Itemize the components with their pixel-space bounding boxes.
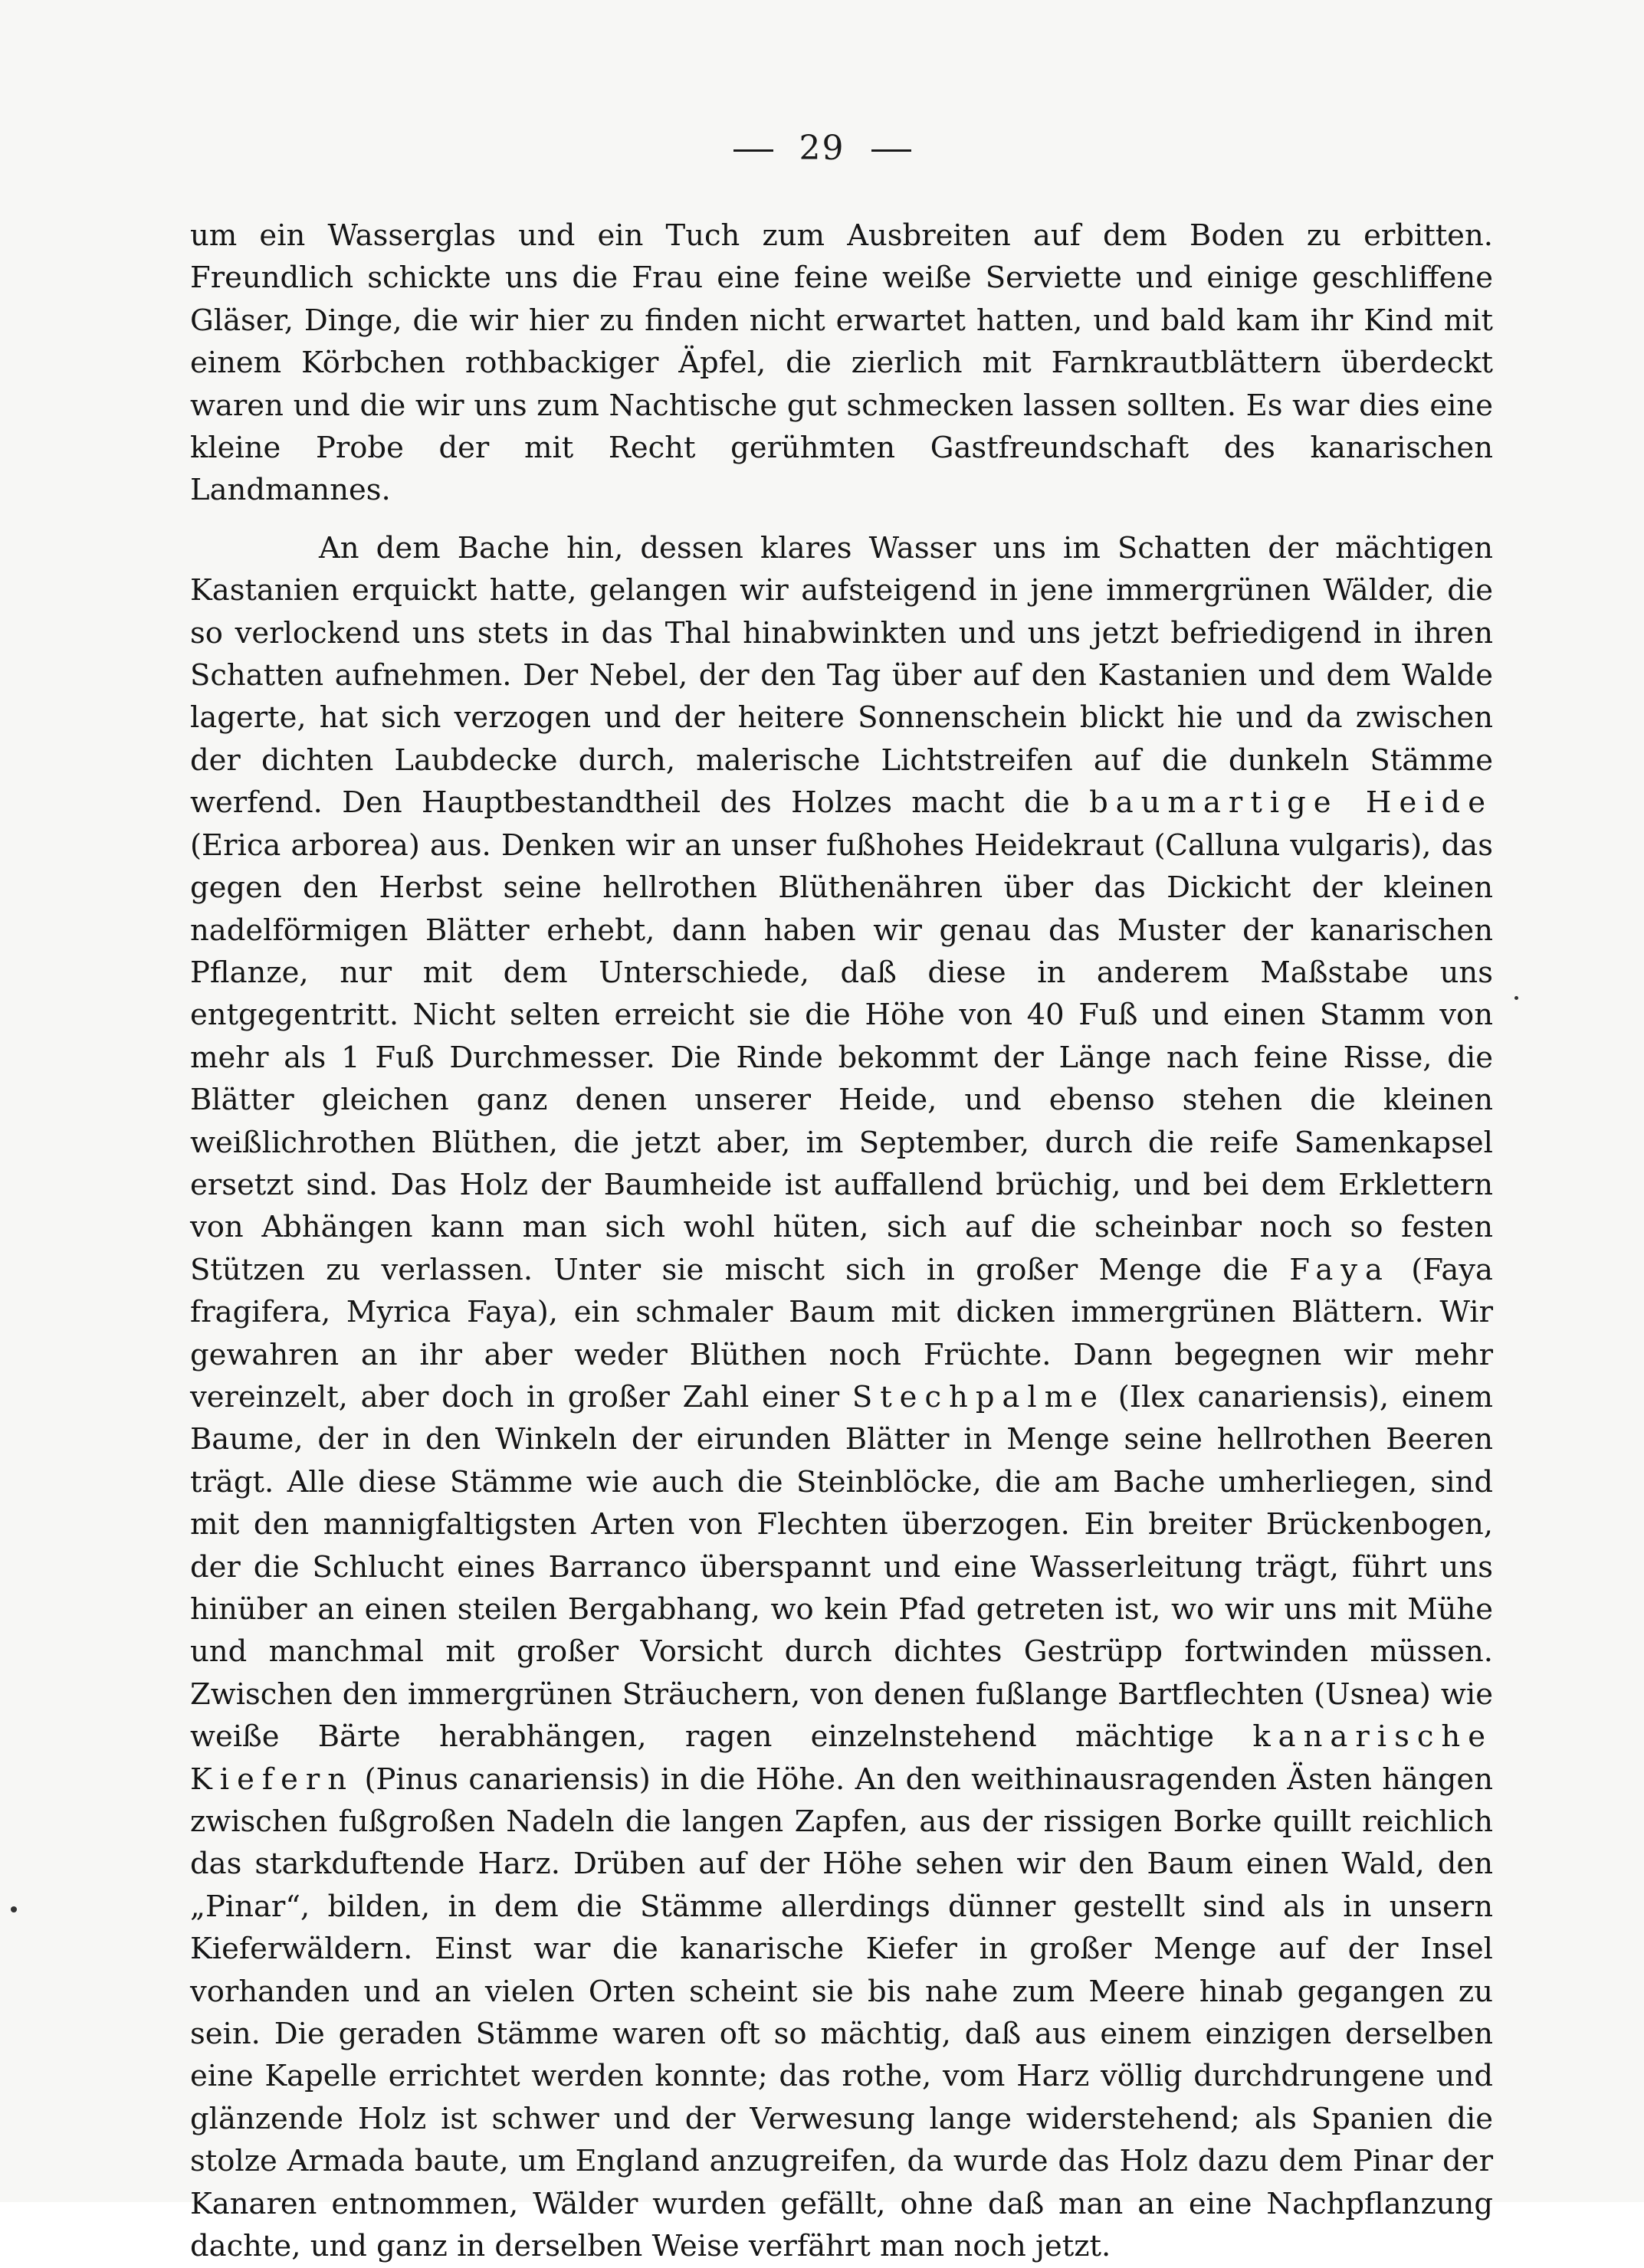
paragraph-2-part-1: An dem Bache hin, dessen klares Wasser uns im Schatten der mächtigen Kastanien erquickt hatte, gelangen wir aufsteigend in jene immergrünen Wälder, die so verlockend uns stets in das Thal hinabwinkten und uns jetzt befriedigend in ihren Schatten aufnehmen. Der Nebel, der den Tag über auf den Kastanien und dem Walde lagerte, hat sich verzogen und der heitere Sonnenschein blickt hie und da zwischen der dichten Laubdecke durch, malerische Lichtstreifen auf die dunkeln Stämme werfend. Den Hauptbestandtheil des Holzes macht die	[190, 530, 1493, 821]
paragraph-2-part-4: (Ilex canariensis), einem Baume, der in den Winkeln der eirunden Blätter in Menge seine hellrothen Beeren trägt. Alle diese Stämme wie auch die Steinblöcke, die am Bache umherliegen, sind mit den mannigfaltigsten Arten von Flechten überzogen. Ein breiter Brückenbogen, der die Schlucht eines Barranco überspannt und eine Wasserleitung trägt, führt uns hinüber an einen steilen Bergabhang, wo kein Pfad getreten ist, wo wir uns mit Mühe und manchmal mit großer Vorsicht durch dichtes Gestrüpp fortwinden müssen. Zwischen den immergrünen Sträuchern, von denen fußlange Bartflechten (Usnea) wie weiße Bärte herabhängen, ragen einzelnstehend mächtige	[190, 1379, 1493, 1755]
term-baumartige-heide: baumartige Heide	[1089, 785, 1493, 821]
header-dash-left	[733, 149, 773, 152]
print-speck-mark	[1514, 996, 1518, 1000]
paragraph-2-part-3: (Faya fragifera, Myrica Faya), ein schmaler Baum mit dicken immergrünen Blättern. Wir gewahren an ihr aber weder Blüthen noch Früchte. Dann begegnen wir mehr vereinzelt, aber doch in großer Zahl einer	[190, 1252, 1494, 1414]
term-faya: Faya	[1289, 1252, 1390, 1287]
body-text	[190, 215, 1493, 2268]
paragraph-1: um ein Wasserglas und ein Tuch zum Ausbreiten auf dem Boden zu erbitten. Freundlich schickte uns die Frau eine feine weiße Serviette und einige geschliffene Gläser, Dinge, die wir hier zu finden nicht erwartet hatten, und bald kam ihr Kind mit einem Körbchen rothbackiger Äpfel, die zierlich mit Farnkrautblättern überdeckt waren und die wir uns zum Nachtische gut schmecken lassen sollten. Es war dies eine kleine Probe der mit Recht gerühmten Gastfreundschaft des kanarischen Landmannes.	[190, 218, 1493, 508]
paragraph-2-part-2: (Erica arborea) aus. Denken wir an unser fußhohes Heidekraut (Calluna vulgaris), das gegen den Herbst seine hellrothen Blüthenähren über das Dickicht der kleinen nadelförmigen Blätter erhebt, dann haben wir genau das Muster der kanarischen Pflanze, nur mit dem Unterschiede, daß diese in anderem Maßstabe uns entgegentritt. Nicht selten erreicht sie die Höhe von 40 Fuß und einen Stamm von mehr als 1 Fuß Durchmesser. Die Rinde bekommt der Länge nach feine Risse, die Blätter gleichen ganz denen unserer Heide, und ebenso stehen die kleinen weißlichrothen Blüthen, die jetzt aber, im September, durch die reife Samenkapsel ersetzt sind. Das Holz der Baumheide ist auffallend brüchig, und bei dem Erklettern von Abhängen kann man sich wohl hüten, sich auf die scheinbar noch so festen Stützen zu verlassen. Unter sie mischt sich in großer Menge die	[190, 828, 1493, 1287]
page-header	[0, 129, 1644, 168]
term-stechpalme: Stechpalme	[852, 1379, 1106, 1414]
margin-dot-mark	[11, 1906, 17, 1912]
paragraph-2-part-5: (Pinus canariensis) in die Höhe. An den weithinausragenden Ästen hängen zwischen fußgroßen Nadeln die langen Zapfen, aus der rissigen Borke quillt reichlich das starkduftende Harz. Drüben auf der Höhe sehen wir den Baum einen Wald, den „Pinar“, bilden, in dem die Stämme allerdings dünner gestellt sind als in unsern Kieferwäldern. Einst war die kanarische Kiefer in großer Menge auf der Insel vorhanden und an vielen Orten scheint sie bis nahe zum Meere hinab gegangen zu sein. Die geraden Stämme waren oft so mächtig, daß aus einem einzigen derselben eine Kapelle errichtet werden konnte; das rothe, vom Harz völlig durchdrungene und glänzende Holz ist schwer und der Verwesung lange widerstehend; als Spanien die stolze Armada baute, um England anzugreifen, da wurde das Holz dazu dem Pinar der Kanaren entnommen, Wälder wurden gefällt, ohne daß man an eine Nachpflanzung dachte, und ganz in derselben Weise verfährt man noch jetzt.	[190, 1762, 1493, 2264]
term-kanarische-kiefern: kanarische Kiefern	[190, 1719, 1493, 1797]
page-number: 29	[799, 129, 845, 168]
paragraph-2	[190, 527, 1493, 2268]
header-dash-right	[871, 149, 911, 152]
